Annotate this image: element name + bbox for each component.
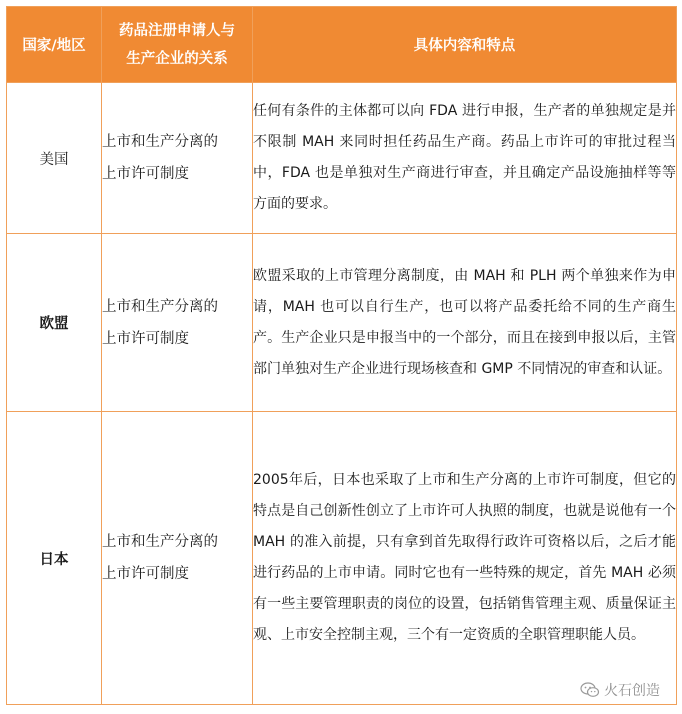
country-cell: 欧盟 — [7, 234, 102, 412]
relation-line1: 上市和生产分离的 — [102, 298, 218, 315]
watermark — [580, 680, 660, 700]
relation-line1: 上市和生产分离的 — [102, 534, 218, 550]
wechat-icon — [580, 682, 600, 698]
header-country: 国家/地区 — [7, 7, 102, 83]
table-row — [7, 234, 677, 412]
table-row — [7, 83, 677, 234]
header-details: 具体内容和特点 — [253, 7, 677, 83]
relation-cell — [102, 412, 253, 705]
country-cell: 日本 — [7, 412, 102, 705]
table-header-row — [7, 7, 677, 83]
country-cell: 美国 — [7, 83, 102, 234]
relation-line1: 上市和生产分离的 — [102, 134, 218, 150]
comparison-table — [6, 6, 677, 705]
header-relation — [102, 7, 253, 83]
details-cell: 任何有条件的主体都可以向 FDA 进行申报，生产者的单独规定是并不限制 MAH 来同时担任药品生产商。药品上市许可的审批过程当中，FDA 也是单独对生产商进行审查，并且确定产品设施抽样等等方面的要求。 — [253, 83, 677, 234]
relation-line2: 上市许可制度 — [102, 166, 189, 182]
header-relation-line1: 药品注册申请人与 — [119, 22, 235, 39]
details-cell: 2005年后，日本也采取了上市和生产分离的上市许可制度，但它的特点是自己创新性创立了上市许可人执照的制度，也就是说他有一个 MAH 的准入前提，只有拿到首先取得行政许可资格以后，之后才能进行药品的上市申请。同时它也有一些特殊的规定，首先 MAH 必须有一些主要管理职责的岗位的设置，包括销售管理主观、质量保证主观、上市安全控制主观，三个有一定资质的全职管理职能人员。 — [253, 412, 677, 705]
relation-cell — [102, 83, 253, 234]
details-cell: 欧盟采取的上市管理分离制度，由 MAH 和 PLH 两个单独来作为申请，MAH 也可以自行生产，也可以将产品委托给不同的生产商生产。生产企业只是申报当中的一个部分，而且在接到申报以后，主管部门单独对生产企业进行现场核查和 GMP 不同情况的审查和认证。 — [253, 234, 677, 412]
table-row — [7, 412, 677, 705]
relation-line2: 上市许可制度 — [102, 566, 189, 582]
watermark-text: 火石创造 — [604, 683, 660, 699]
header-relation-line2: 生产企业的关系 — [126, 50, 228, 67]
relation-line2: 上市许可制度 — [102, 330, 189, 347]
relation-cell — [102, 234, 253, 412]
